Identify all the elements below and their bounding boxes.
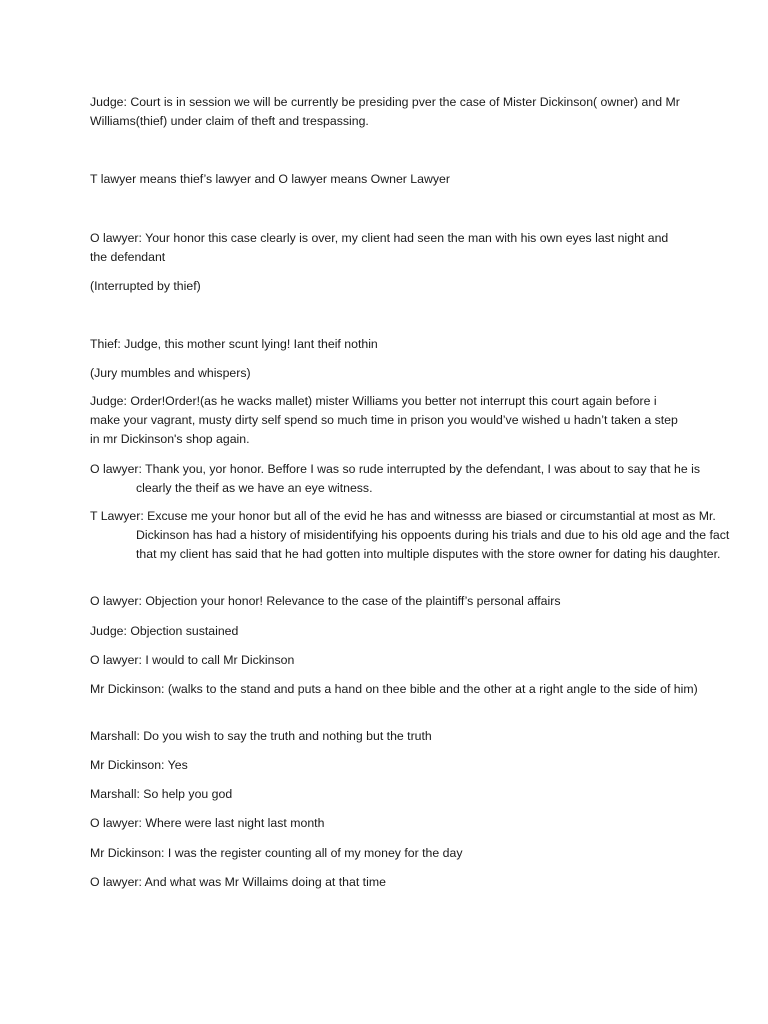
paragraph-o-lawyer-doing: O lawyer: And what was Mr Willaims doing at that time bbox=[90, 875, 386, 889]
paragraph-o-lawyer-where: O lawyer: Where were last night last month bbox=[90, 816, 325, 830]
paragraph-o-lawyer-opening: O lawyer: Your honor this case clearly is over, my client had seen the man with his own eyes last night and the defendant bbox=[90, 231, 669, 264]
paragraph-marshall-god: Marshall: So help you god bbox=[90, 787, 233, 801]
paragraph-marshall-oath: Marshall: Do you wish to say the truth and nothing but the truth bbox=[90, 729, 432, 743]
paragraph-t-lawyer-excuse: T Lawyer: Excuse me your honor but all of the evid he has and witnesss are biased or circumstantial at most as Mr. Dickinson has had a history of misidentifying his oppoents during his trials and due to his old age and the fact that my client has said that he had gotten into multiple disputes with the store owner for dating his daughter. bbox=[90, 509, 730, 561]
paragraph-dickinson-register: Mr Dickinson: I was the register counting all of my money for the day bbox=[90, 846, 463, 860]
paragraph-judge-opening: Judge: Court is in session we will be currently be presiding pver the case of Mister Dickinson( owner) and Mr Williams(thief) under claim of theft and trespassing. bbox=[90, 95, 680, 128]
paragraph-lawyer-legend: T lawyer means thief’s lawyer and O lawyer means Owner Lawyer bbox=[90, 172, 450, 186]
paragraph-thief-outburst: Thief: Judge, this mother scunt lying! Iant theif nothin bbox=[90, 337, 378, 351]
paragraph-call-witness: O lawyer: I would to call Mr Dickinson bbox=[90, 653, 295, 667]
paragraph-dickinson-stand: Mr Dickinson: (walks to the stand and puts a hand on thee bible and the other at a right angle to the side of him) bbox=[90, 682, 698, 696]
paragraph-o-lawyer-thanks: O lawyer: Thank you, yor honor. Beffore I was so rude interrupted by the defendant, I was about to say that he is clearly the theif as we have an eye witness. bbox=[90, 462, 700, 495]
paragraph-interrupted-note: (Interrupted by thief) bbox=[90, 279, 201, 293]
paragraph-objection: O lawyer: Objection your honor! Relevance to the case of the plaintiff’s personal affairs bbox=[90, 594, 561, 608]
paragraph-judge-order: Judge: Order!Order!(as he wacks mallet) mister Williams you better not interrupt this court again before i make your vagrant, musty dirty self spend so much time in prison you would’ve wished u hadn’t taken a step in mr Dickinson's shop again. bbox=[90, 394, 678, 446]
paragraph-dickinson-yes: Mr Dickinson: Yes bbox=[90, 758, 188, 772]
paragraph-jury-note: (Jury mumbles and whispers) bbox=[90, 366, 251, 380]
paragraph-objection-sustained: Judge: Objection sustained bbox=[90, 624, 239, 638]
